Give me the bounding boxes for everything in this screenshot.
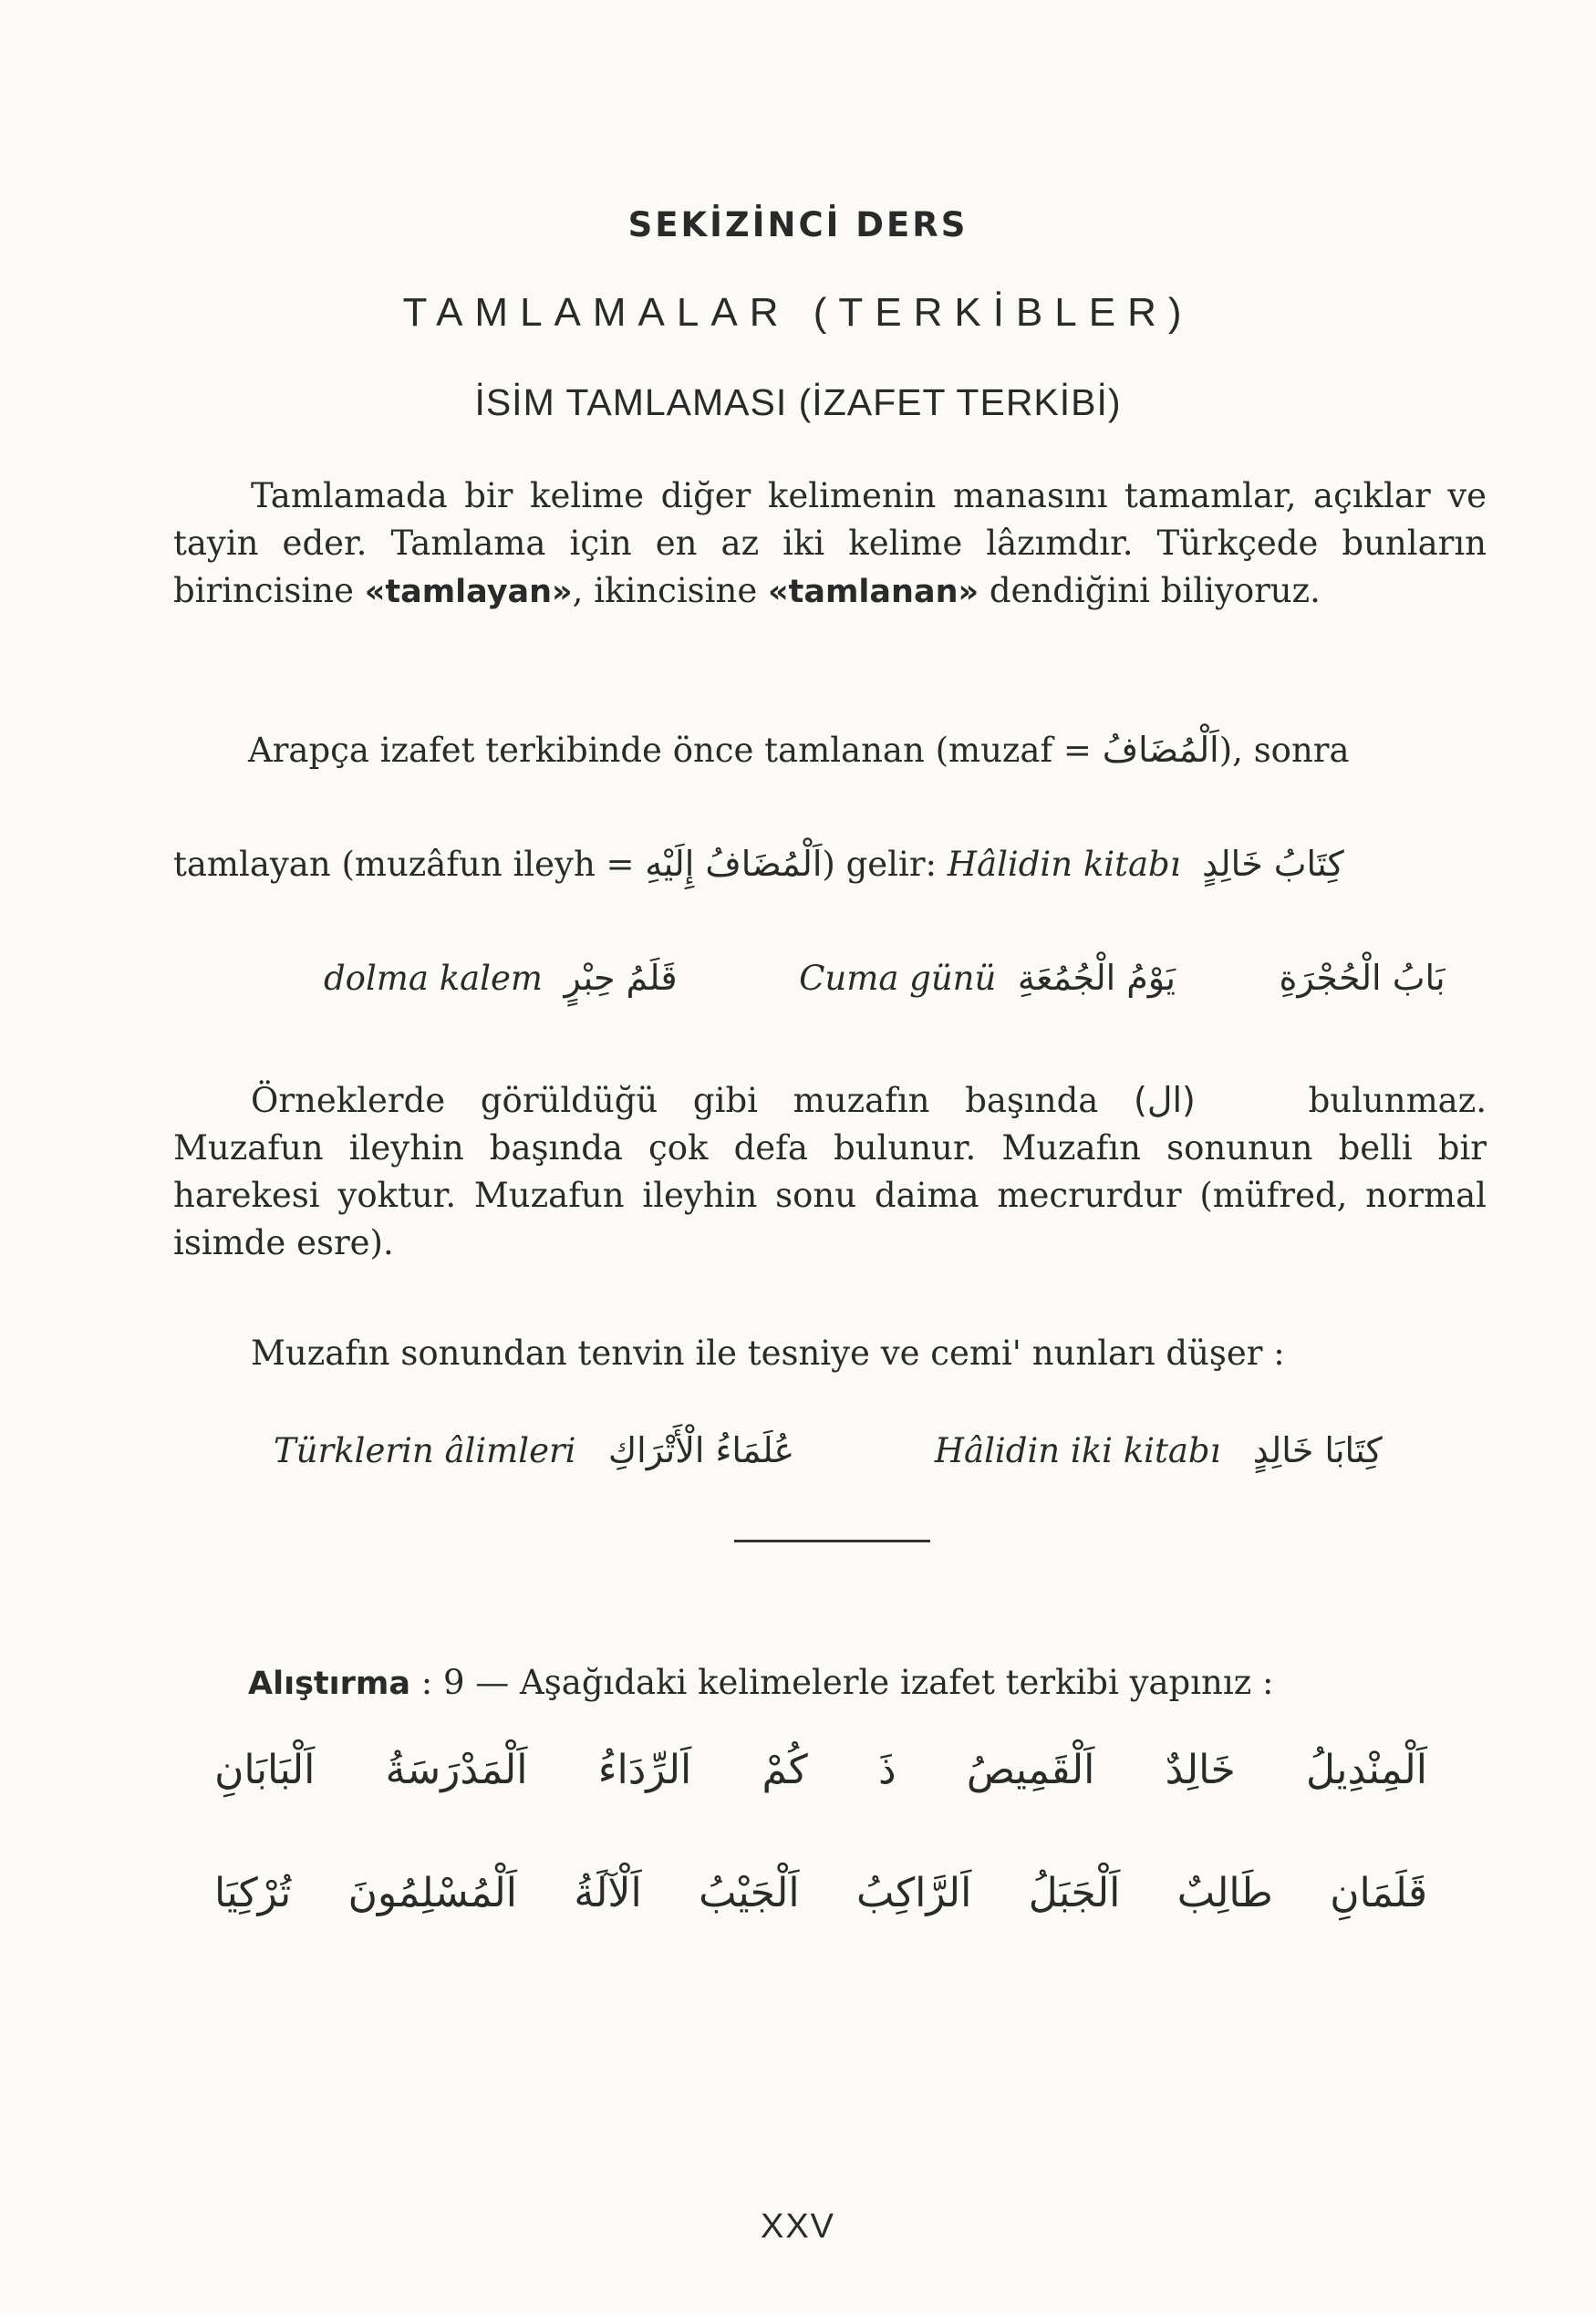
page-title: TAMLAMALAR (TERKİBLER) — [402, 290, 1194, 335]
arabic-al-article: (ال) — [1134, 1080, 1196, 1120]
examples-line: dolma kalem قَلَمُ حِبْرٍ Cuma günü يَوْمُ الْجُمُعَةِ بَابُ الْحُجْرَةِ — [324, 958, 1446, 998]
page-number: XXV — [760, 2207, 836, 2246]
section-subtitle: İSİM TAMLAMASI (İZAFET TERKİBİ) — [474, 381, 1122, 423]
term-tamlayan: «tamlayan» — [364, 574, 573, 610]
exercise-word: اَلْبَابَانِ — [214, 1747, 316, 1793]
exercise-word: اَلْقَمِيصُ — [966, 1747, 1095, 1793]
intro-paragraph: Tamlamada bir kelime diğer kelimenin manasını tamamlar, açıklar ve tayin eder. Tamlama için en az iki kelime lâzımdır. Türkçede bunların birincisine «tamlayan», ikincisine «tamlanan» dendiğini biliyoruz. — [173, 476, 1487, 610]
exercise-word: اَلرِّدَاءُ — [597, 1747, 692, 1793]
exercise-word: اَلْمَدْرَسَةُ — [385, 1747, 528, 1793]
exercise-word: اَلرَّاكِبُ — [856, 1870, 972, 1916]
muzafun-ileyh-line: tamlayan (muzâfun ileyh = اَلْمُضَافُ إِلَيْهِ) gelir: Hâlidin kitabı كِتَابُ خَالِدٍ — [173, 844, 1344, 884]
exercise-word-row-1 — [214, 1747, 1427, 1793]
term-tamlanan: «tamlanan» — [767, 574, 979, 610]
exercise-word: اَلْمِنْدِيلُ — [1305, 1747, 1427, 1793]
exercise-word: اَلْآلَةُ — [574, 1870, 642, 1916]
muzaf-definition-line: Arapça izafet terkibinde önce tamlanan (muzaf = اَلْمُضَافُ), sonra — [248, 730, 1350, 770]
arabic-muzafun-ileyh: اَلْمُضَافُ إِلَيْهِ — [645, 844, 823, 884]
exercise-word: اَلْمُسْلِمُونَ — [347, 1870, 517, 1916]
exercise-word: طَالِبٌ — [1176, 1870, 1273, 1916]
nun-rule-paragraph: Muzafın sonundan tenvin ile tesniye ve cemi' nunları düşer : — [251, 1334, 1285, 1373]
exercise-word: تُرْكِيَا — [214, 1870, 292, 1916]
arabic-ulemau-el-etrak: عُلَمَاءُ الْأَتْرَاكِ — [607, 1430, 795, 1470]
exercise-word: كُمْ — [762, 1747, 808, 1793]
exercise-word: اَلْجَيْبُ — [699, 1870, 800, 1916]
exercise-word: ذَ — [877, 1747, 896, 1793]
section-divider — [734, 1540, 930, 1542]
examples-line-2: Türklerin âlimleri عُلَمَاءُ الْأَتْرَاكِ Hâlidin iki kitabı كِتَابَا خَالِدٍ — [274, 1430, 1383, 1470]
arabic-kalem-hibr: قَلَمُ حِبْرٍ — [564, 958, 678, 998]
exercise-word: قَلَمَانِ — [1330, 1870, 1427, 1916]
arabic-bab-el-hucre: بَابُ الْحُجْرَةِ — [1279, 958, 1446, 998]
lesson-label: SEKİZİNCİ DERS — [627, 205, 969, 244]
arabic-kitaba-halid: كِتَابَا خَالِدٍ — [1252, 1430, 1383, 1470]
exercise-word: اَلْجَبَلُ — [1028, 1870, 1121, 1916]
exercise-word: خَالِدٌ — [1165, 1747, 1236, 1793]
arabic-muzaf: اَلْمُضَافُ — [1102, 730, 1219, 770]
arabic-example-kitabu-halid: كِتَابُ خَالِدٍ — [1202, 844, 1344, 884]
muzaf-rules-paragraph: Örneklerde görüldüğü gibi muzafın başında (ال) bulunmaz. Muzafun ileyhin başında çok defa bulunur. Muzafın sonunun belli bir harekesi yoktur. Muzafun ileyhin sonu daima mecrurdur (müfred, normal isimde esre). — [173, 1076, 1487, 1267]
exercise-heading: Alıştırma : 9 — Aşağıdaki kelimelerle izafet terkibi yapınız : — [248, 1663, 1274, 1702]
exercise-word-row-2 — [214, 1870, 1427, 1916]
arabic-yevm-el-cuma: يَوْمُ الْجُمُعَةِ — [1017, 958, 1176, 998]
